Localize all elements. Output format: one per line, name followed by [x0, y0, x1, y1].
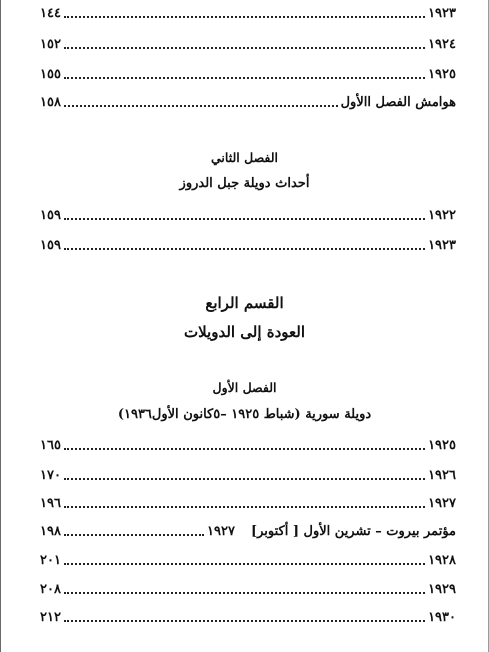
- entry-page-number: ١٥٥: [40, 67, 61, 82]
- entry-label: ١٩٢٦: [428, 468, 456, 483]
- entry-label: هوامش الفصل االأول: [340, 95, 456, 110]
- leader-dots: [64, 209, 425, 220]
- entry-page-number: ١٥٩: [40, 208, 61, 223]
- entry-label: ١٩٢٧: [428, 496, 456, 511]
- entry-page-number: ٢٠١: [40, 553, 61, 568]
- entry-label: ١٩٢٣: [428, 6, 456, 21]
- toc-entry: [40, 432, 456, 454]
- toc-entry: [40, 518, 456, 540]
- toc-entry: [40, 31, 456, 53]
- leader-dots: [64, 611, 425, 622]
- toc-entry: [40, 232, 456, 254]
- toc-entry: [40, 547, 456, 569]
- chapter-title: الفصل الأول: [212, 380, 277, 395]
- entry-page-number: ١٥٩: [40, 238, 61, 253]
- entry-page-number: ٢٠٨: [40, 582, 61, 597]
- toc-entry: [40, 61, 456, 83]
- leader-dots: [64, 554, 425, 565]
- leader-dots: [64, 96, 338, 107]
- entry-label: ١٩٢٥: [428, 438, 456, 453]
- entry-label: ١٩٢٩: [428, 582, 456, 597]
- leader-dots: [64, 497, 425, 508]
- entry-label: ١٩٢٥: [428, 67, 456, 82]
- leader-dots: [64, 439, 425, 450]
- toc-entry: [40, 576, 456, 598]
- chapter-subtitle: دويلة سورية (شباط ١٩٢٥ –٥كانون الأول١٩٣٦): [117, 407, 372, 422]
- toc-entry: [40, 490, 456, 512]
- entry-page-number: ١٩٦: [40, 496, 61, 511]
- entry-label: مؤتمر بيروت – تشرين الأول [ أكتوبر]: [250, 524, 456, 539]
- toc-entry: [40, 604, 456, 626]
- leader-dots: [64, 68, 425, 79]
- entry-label: ١٩٢٤: [428, 37, 456, 52]
- leader-dots: [64, 469, 425, 480]
- leader-dots: [64, 239, 425, 250]
- entry-page-number: ١٥٨: [40, 95, 61, 110]
- entry-page-number: ١٤٤: [40, 6, 61, 21]
- entry-page-number: ١٦٥: [40, 438, 61, 453]
- toc-entry: [40, 202, 456, 224]
- leader-dots: [64, 7, 425, 18]
- toc-entry: [40, 462, 456, 484]
- chapter-subtitle: أحداث دويلة جبل الدروز: [179, 176, 310, 191]
- chapter-title: الفصل الثاني: [210, 150, 279, 165]
- leader-dots: [64, 525, 204, 536]
- part-subtitle: العودة إلى الدويلات: [183, 323, 306, 341]
- leader-dots: [64, 38, 425, 49]
- entry-label: ١٩٣٠: [428, 610, 456, 625]
- part-title: القسم الرابع: [205, 294, 284, 312]
- entry-page-number: ٢١٢: [40, 610, 61, 625]
- entry-page-number: ١٥٢: [40, 37, 61, 52]
- entry-page-number: ١٧٠: [40, 468, 61, 483]
- leader-dots: [64, 583, 425, 594]
- entry-label: ١٩٢٣: [428, 238, 456, 253]
- entry-label: ١٩٢٢: [428, 208, 456, 223]
- toc-entry: [40, 0, 456, 22]
- entry-year: ١٩٢٧: [207, 524, 235, 539]
- entry-label: ١٩٢٨: [428, 553, 456, 568]
- entry-page-number: ١٩٨: [40, 524, 61, 539]
- toc-entry: [40, 89, 456, 111]
